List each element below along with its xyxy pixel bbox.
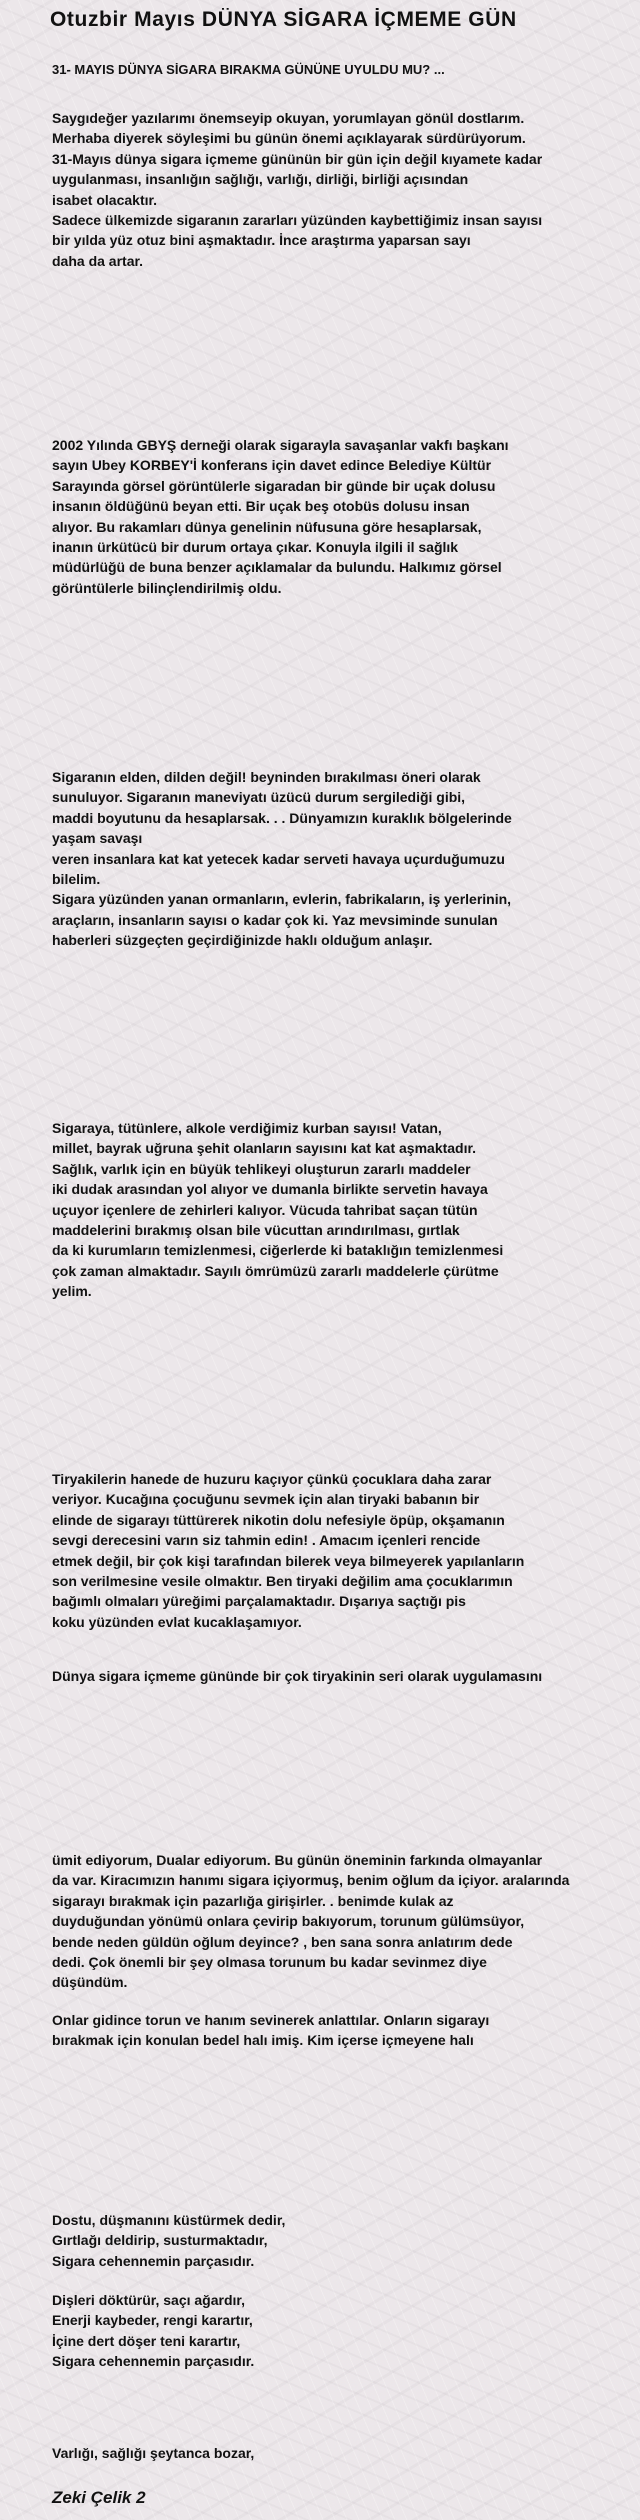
text-line: etmek değil, bir çok kişi tarafından bilerek veya bilmeyerek yapılanların (52, 1552, 525, 1569)
paragraph-quitting (52, 767, 640, 951)
paragraph-hope (52, 1850, 640, 1993)
text-line: isabet olacaktır. (52, 191, 158, 208)
text-line: Merhaba diyerek söyleşimi bu günün önemi açıklayarak sürdürüyorum. (52, 130, 526, 147)
text-line: uygulanması, insanlığın sağlığı, varlığı, dirliği, birliği açısından (52, 171, 469, 188)
text-line: iki dudak arasından yol alıyor ve dumanla birlikte servetin havaya (52, 1181, 488, 1198)
paragraph-intro (52, 108, 640, 271)
author-signature: Zeki Çelik 2 (52, 2488, 146, 2507)
text-line: da var. Kiracımızın hanımı sigara içiyormuş, benim oğlum da içiyor. aralarında (52, 1872, 570, 1889)
text-line: ümit ediyorum, Dualar ediyorum. Bu günün öneminin farkında olmayanlar (52, 1852, 543, 1868)
text-line: haberleri süzgeçten geçirdiğinizde haklı olduğum anlaşır. (52, 932, 433, 949)
text-line: insanın öldüğünü beyan etti. Bir uçak beş otobüs dolusu insan (52, 498, 470, 515)
poem-stanza-1 (52, 2210, 640, 2271)
text-line: maddi boyutunu da hesaplarsak. . . Dünyamızın kuraklık bölgelerinde (52, 809, 512, 826)
text-line: Sağlık, varlık için en büyük tehlikeyi oluşturun zararlı maddeler (52, 1160, 471, 1177)
text-line: elinde de sigarayı tüttürerek nikotin dolu nefesiyle öpüp, okşamanın (52, 1511, 505, 1528)
poem-line: Dostu, düşmanını küstürmek dedir, (52, 2212, 286, 2228)
text-line: son verilmesine vesile olmaktır. Ben tiryaki değilim ama çocuklarımın (52, 1572, 513, 1589)
paragraph-smokers-home (52, 1469, 640, 1632)
text-line: koku yüzünden evlat kucaklaşamıyor. (52, 1613, 302, 1630)
poem-line: Sigara cehennemin parçasıdır. (52, 2353, 255, 2370)
text-line: millet, bayrak uğruna şehit olanların sayısını kat kat aşmaktadır. (52, 1140, 477, 1157)
text-line: Tiryakilerin hanede de huzuru kaçıyor çünkü çocuklara daha zarar (52, 1471, 492, 1487)
text-line: bağımlı olmaları yüreğimi parçalamaktadır. Dışarıya saçtığı pis (52, 1593, 466, 1610)
text-line: Saygıdeğer yazılarımı önemseyip okuyan, yorumlayan gönül dostlarım. (52, 110, 525, 126)
text-line: bilelim. (52, 870, 101, 887)
poem-stanza-2 (52, 2290, 640, 2372)
poem-line: Sigara cehennemin parçasıdır. (52, 2252, 255, 2269)
paragraph-world-day (52, 1666, 640, 1686)
text-line: yelim. (52, 1283, 92, 1300)
text-line: Sigaraya, tütünlere, alkole verdiğimiz kurban sayısı! Vatan, (52, 1120, 442, 1136)
poem-line: Enerji kaybeder, rengi karartır, (52, 2312, 253, 2329)
text-line: sigarayı bırakmak için pazarlığa girişirler. . benimde kulak az (52, 1892, 454, 1909)
text-line: uçuyor içenlere de zehirleri kalıyor. Vücuda tahribat saçan tütün (52, 1201, 478, 1218)
paragraph-victims (52, 1118, 640, 1302)
paragraph-carpet-bet (52, 2010, 640, 2051)
poem-line: İçine dert döşer teni karartır, (52, 2332, 241, 2349)
text-line: da ki kurumların temizlenmesi, ciğerlerde ki bataklığın temizlenmesi (52, 1242, 504, 1259)
text-line: düşündüm. (52, 1974, 128, 1991)
text-line: Onlar gidince torun ve hanım sevinerek anlattılar. Onların sigarayı (52, 2012, 490, 2028)
poem-line: Gırtlağı deldirip, susturmaktadır, (52, 2232, 268, 2249)
text-line: sunuluyor. Sigaranın maneviyatı üzücü durum sergilediği gibi, (52, 789, 466, 806)
text-line: 31-Mayıs dünya sigara içmeme gününün bir gün için değil kıyamete kadar (52, 150, 543, 167)
text-line: Sigaranın elden, dilden değil! beyninden bırakılması öneri olarak (52, 769, 481, 785)
text-line: inanın ürkütücü bir durum ortaya çıkar. Konuyla ilgili il sağlık (52, 538, 459, 555)
text-line: bırakmak için konulan bedel halı imiş. Kim içerse içmeyene halı (52, 2032, 474, 2049)
text-line: Sadece ülkemizde sigaranın zararları yüzünden kaybettiğimiz insan sayısı (52, 211, 543, 228)
text-line: görüntülerle bilinçlendirilmiş oldu. (52, 579, 282, 596)
text-line: Sarayında görsel görüntülerle sigaradan bir günde bir uçak dolusu (52, 477, 496, 494)
text-line: veren insanlara kat kat yetecek kadar serveti havaya uçurduğumuzu (52, 850, 505, 867)
text-line: sevgi derecesini varın siz tahmin edin! . Amacım içenleri rencide (52, 1532, 481, 1549)
text-line: daha da artar. (52, 252, 144, 269)
text-line: Sigara yüzünden yanan ormanların, evlerin, fabrikaların, iş yerlerinin, (52, 891, 512, 908)
text-line: çok zaman almaktadır. Sayılı ömrümüzü zararlı maddelerle çürütme (52, 1262, 499, 1279)
poem-line: Dişleri döktürür, saçı ağardır, (52, 2292, 245, 2308)
text-line: duyduğundan yönümü onlara çevirip bakıyorum, torunum gülümsüyor, (52, 1913, 525, 1930)
article-subtitle: 31- MAYIS DÜNYA SİGARA BIRAKMA GÜNÜNE UYULDU MU? ... (52, 62, 445, 77)
text-line: yaşam savaşı (52, 830, 143, 847)
text-line: araçların, insanların sayısı o kadar çok ki. Yaz mevsiminde sunulan (52, 911, 498, 928)
text-line: alıyor. Bu rakamları dünya genelinin nüfusuna göre hesaplarsak, (52, 518, 482, 535)
text-line: bende neden güldün oğlum deyince? , ben sana sonra anlatırım dede (52, 1933, 513, 1950)
text-line: 2002 Yılında GBYŞ derneği olarak sigarayla savaşanlar vakfı başkanı (52, 437, 509, 453)
text-line: maddelerini bırakmış olsan bile vücuttan arındırılması, gırtlak (52, 1221, 460, 1238)
text-line: müdürlüğü de buna benzer açıklamalar da bulundu. Halkımız görsel (52, 559, 502, 576)
text-line: veriyor. Kucağına çocuğunu sevmek için alan tiryaki babanın bir (52, 1491, 480, 1508)
paragraph-2002-conference (52, 435, 640, 598)
article-title: Otuzbir Mayıs DÜNYA SİGARA İÇMEME GÜN (50, 8, 517, 31)
poem-line: Varlığı, sağlığı şeytanca bozar, (52, 2445, 255, 2461)
text-line: dedi. Çok önemli bir şey olmasa torunum bu kadar sevinmez diye (52, 1953, 487, 1970)
poem-stanza-3 (52, 2443, 640, 2463)
text-line: sayın Ubey KORBEY'İ konferans için davet edince Belediye Kültür (52, 457, 492, 474)
text-line: Dünya sigara içmeme gününde bir çok tiryakinin seri olarak uygulamasını (52, 1668, 543, 1684)
text-line: bir yılda yüz otuz bini aşmaktadır. İnce araştırma yaparsan sayı (52, 232, 471, 249)
